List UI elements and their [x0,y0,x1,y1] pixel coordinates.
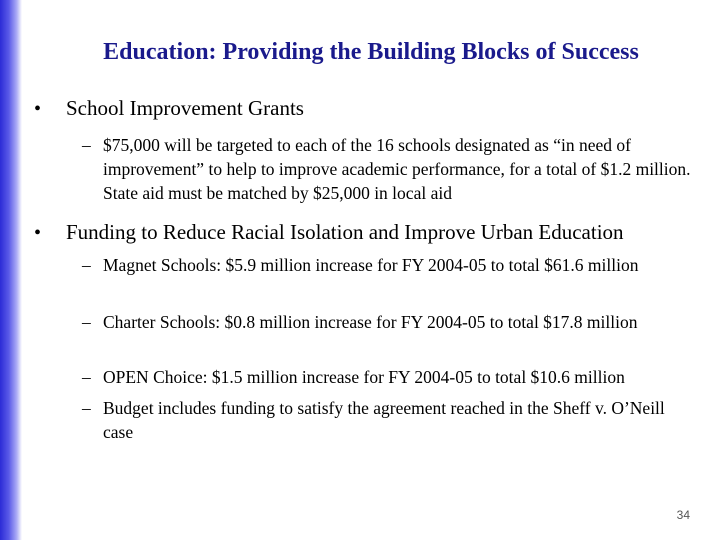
bullet-icon: • [34,222,42,244]
sub-item-text: $75,000 will be targeted to each of the 16 schools designated as “in need of improvement” to help to improve academic performance, for a total of $1.2 million. State aid must be matched by $25,000 in local aid [103,135,691,203]
sub-item-charter-schools [82,310,692,334]
left-gradient-bar [0,0,22,540]
bullet-icon: • [34,98,42,120]
sub-item-open-choice [82,365,712,389]
dash-icon: – [82,312,91,332]
sub-item-text: OPEN Choice: $1.5 million increase for FY 2004-05 to total $10.6 million [103,367,625,387]
page-number: 34 [676,508,690,522]
dash-icon: – [82,367,91,387]
slide-title: Education: Providing the Building Blocks of Success [103,39,639,65]
sub-item-text: Budget includes funding to satisfy the agreement reached in the Sheff v. O’Neill case [103,398,665,442]
bullet-school-improvement-grants [34,95,304,122]
sub-item-text: Charter Schools: $0.8 million increase for FY 2004-05 to total $17.8 million [103,312,638,332]
sub-item-school-grants [82,133,712,205]
bullet-heading: Funding to Reduce Racial Isolation and Improve Urban Education [66,220,624,244]
sub-item-budget-sheff [82,396,697,444]
dash-icon: – [82,135,91,155]
sub-item-magnet-schools [82,253,692,277]
bullet-heading: School Improvement Grants [66,96,304,120]
sub-item-text: Magnet Schools: $5.9 million increase for FY 2004-05 to total $61.6 million [103,255,639,275]
dash-icon: – [82,398,91,418]
bullet-racial-isolation-funding [34,219,624,246]
dash-icon: – [82,255,91,275]
